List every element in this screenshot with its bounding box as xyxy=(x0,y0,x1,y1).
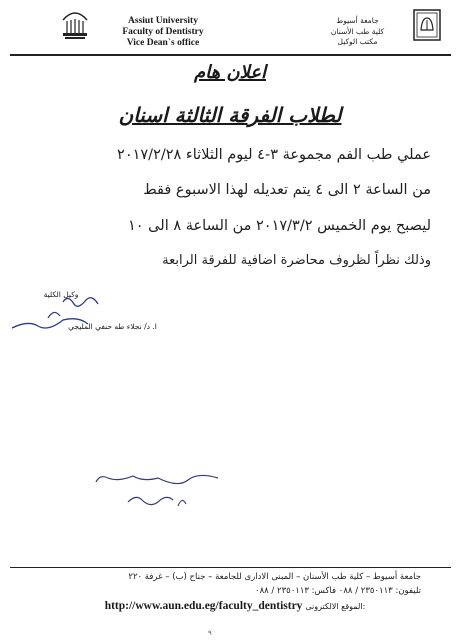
handwritten-note xyxy=(78,470,228,515)
footer-address: جامعة أسيوط – كلية طب الأسنان – المبنى الادارى للجامعة – جناح (ب) – غرفة ٢٢٠ xyxy=(128,572,421,582)
announcement-audience: لطلاب الفرقة الثالثة اسنان xyxy=(118,103,342,127)
faculty-name-ar: كلية طب الأسنان xyxy=(330,26,385,36)
body-line-4: وذلك نظراً لظروف محاضرة اضافية للفرقة الرابعة xyxy=(162,253,431,268)
footer-website xyxy=(60,600,410,612)
faculty-name-en: Faculty of Dentistry xyxy=(122,27,204,37)
office-name-en: Vice Dean`s office xyxy=(126,38,200,48)
body-line-2: من الساعة ٢ الى ٤ يتم تعديله لهذا الاسبوع فقط xyxy=(143,182,431,198)
footer-phone: تليفون: ٢٣٥٠١١٣ / ٠٨٨ فاكس: ٢٣٥٠١١٣ / ٠٨٨ xyxy=(255,586,421,596)
header-divider xyxy=(10,54,451,56)
vice-dean-name: ا. د/ نجلاء طه حنفي المليجي xyxy=(68,322,157,331)
footer-divider xyxy=(10,567,451,568)
website-label: الموقع الالكترونى: xyxy=(305,602,366,611)
university-name-en: Assiut University xyxy=(128,16,198,26)
body-line-3: ليصبح يوم الخميس ٢٠١٧/٣/٢ من الساعة ٨ الى ١٠ xyxy=(128,218,431,234)
office-name-ar: مكتب الوكيل xyxy=(337,37,378,46)
university-name-ar: جامعة أسيوط xyxy=(336,16,379,25)
page-number: ٩ xyxy=(208,629,212,637)
faculty-logo xyxy=(412,8,442,42)
website-url[interactable]: http://www.aun.edu.eg/faculty_dentistry xyxy=(104,600,303,612)
announcement-title: اعلان هام xyxy=(193,62,267,83)
assiut-university-logo xyxy=(60,6,90,40)
english-header xyxy=(93,16,233,49)
body-line-1: عملي طب الفم مجموعة ٣-٤ ليوم الثلاثاء ٢٠١٧/٢/٢٨ xyxy=(117,147,431,163)
arabic-header xyxy=(305,16,410,48)
vice-dean-title: وكيل الكلية xyxy=(43,290,79,299)
